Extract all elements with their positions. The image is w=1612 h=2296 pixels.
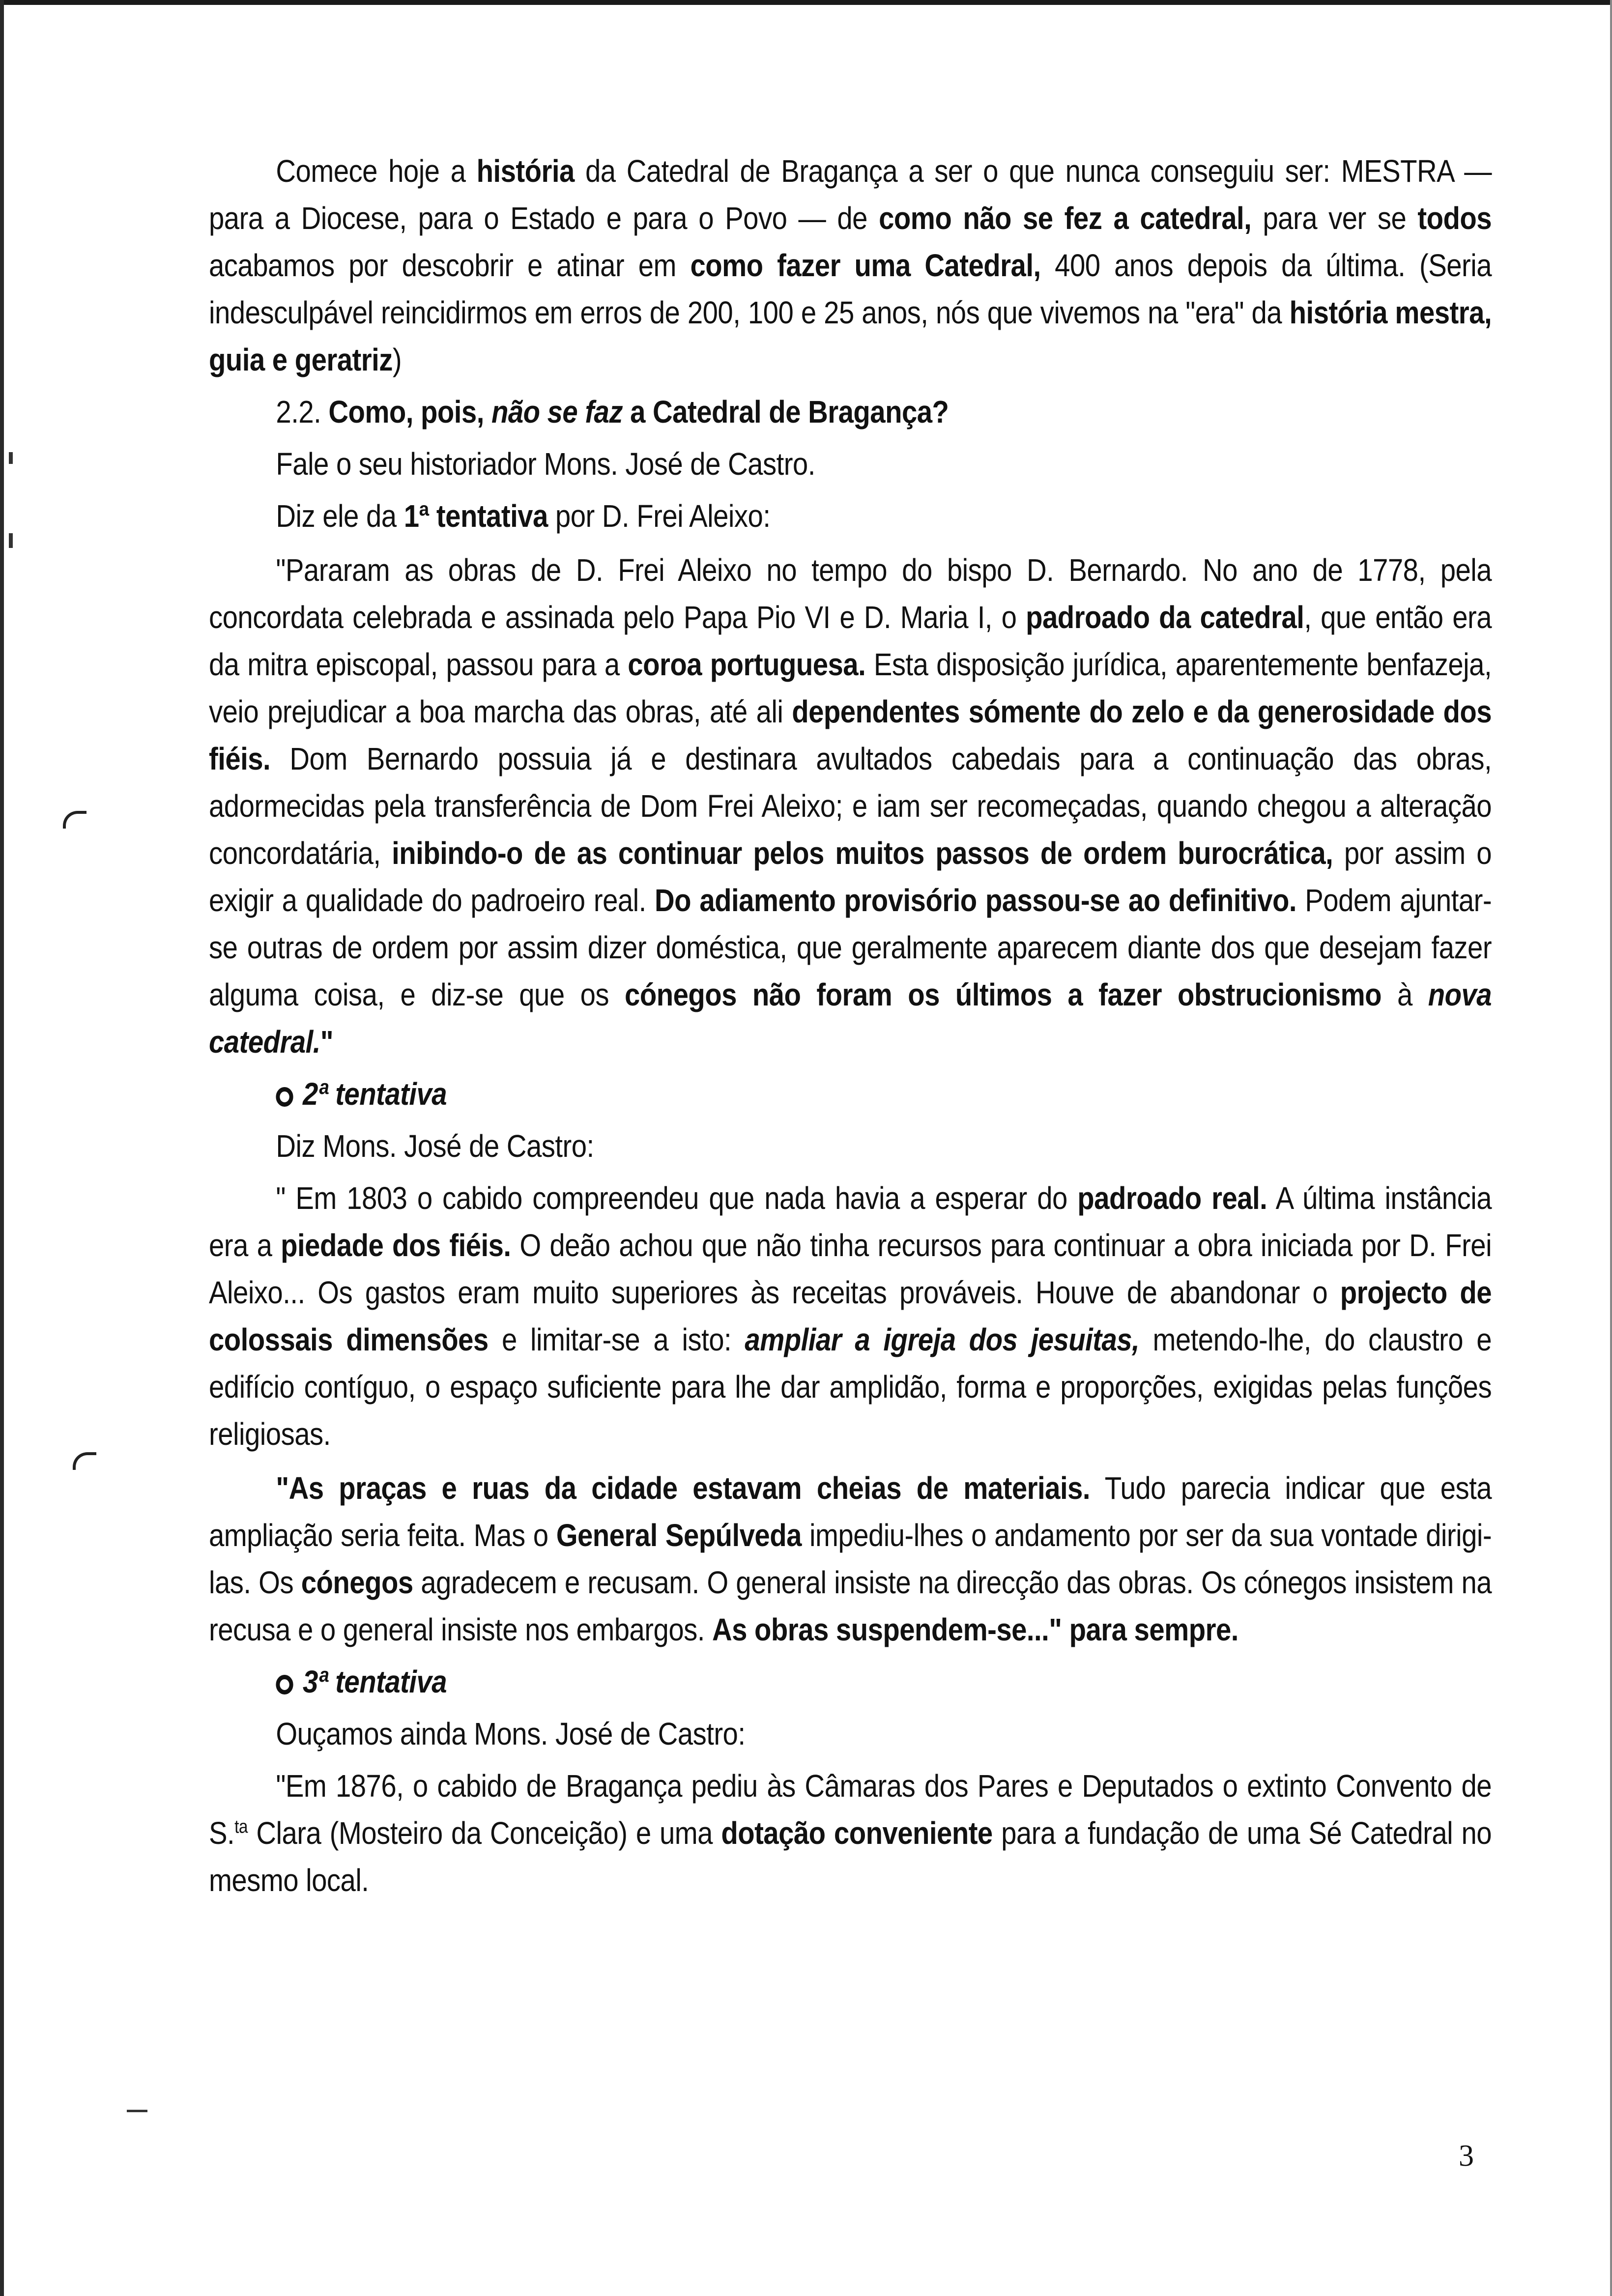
bold-run: cónegos [301, 1565, 413, 1600]
text-run: Dom Bernardo possuia já e destinara avultados cabedais para a continuação das obras, adormecidas pela transferência de Dom Frei Aleixo; e iam ser recomeçadas, quando chegou a alteração concordatária, [209, 741, 1492, 871]
text-run: A última instância era a [209, 1180, 1492, 1263]
paragraph-quote-2 [209, 1175, 1492, 1458]
bold-run: cónegos não foram os últimos a fazer obstrucionismo [625, 977, 1382, 1012]
subheading-third-attempt [209, 1658, 1492, 1705]
paragraph-first-attempt-intro [209, 492, 1492, 540]
paragraph-quote-1 [209, 546, 1492, 1065]
text-run: Clara (Mosteiro da Conceição) e uma [248, 1815, 721, 1851]
superscript-run: ta [234, 1816, 248, 1837]
bold-run: 1ª tentativa [403, 498, 548, 534]
scan-right-edge [1610, 0, 1612, 2296]
subheading-label: 2ª tentativa [302, 1076, 447, 1112]
bold-run: Como, pois, [328, 394, 491, 430]
paragraph-listen-castro: Ouçamos ainda Mons. José de Castro: [276, 1716, 746, 1751]
document-body [209, 147, 1492, 1904]
scan-top-edge [0, 0, 1612, 5]
bold-italic-run: ampliar a igreja dos jesuitas, [745, 1322, 1140, 1357]
bold-run: padroado da catedral [1026, 600, 1304, 635]
text-run: Esta disposição jurídica, aparentemente benfazeja, veio prejudicar a boa marcha das obras, até ali [209, 647, 1492, 729]
bold-run: todos [1417, 201, 1492, 236]
text-run: impediu-lhes o andamento por ser da sua vontade dirigi-las. Os [209, 1518, 1492, 1600]
section-heading-2-2 [209, 388, 1492, 435]
text-run: ) [392, 342, 402, 377]
text-run: Podem ajuntar-se outras de ordem por assim dizer doméstica, que geralmente aparecem diante dos que desejam fazer alguma coisa, e diz-se que os [209, 883, 1492, 1012]
text-run: agradecem e recusam. O general insiste na direcção das obras. Os cónegos insistem na recusa e o general insiste nos embargos. [209, 1565, 1492, 1647]
text-run: " Em 1803 o cabido compreendeu que nada havia a esperar do [276, 1180, 1078, 1216]
scan-mark-1 [63, 811, 86, 829]
circle-bullet-icon [276, 1087, 293, 1107]
text-run: Comece hoje a [276, 153, 477, 189]
paragraph-intro [209, 147, 1492, 383]
text-run: da Catedral de Bragança a ser o que nunca conseguiu ser: MESTRA — para a Diocese, para o Estado e para o Povo — de [209, 153, 1492, 236]
text-run: "Pararam as obras de D. Frei Aleixo no tempo do bispo D. Bernardo. No ano de 1778, pela concordata celebrada e assinada pelo Papa Pio VI e D. Maria I, o [209, 552, 1492, 635]
bold-run: como fazer uma Catedral, [690, 248, 1041, 283]
circle-bullet-icon [276, 1675, 293, 1694]
bold-run: projecto de colossais dimensões [209, 1275, 1492, 1357]
paragraph-castro-says: Diz Mons. José de Castro: [276, 1128, 594, 1164]
bold-run: a Catedral de Bragança? [622, 394, 949, 430]
scan-left-edge [0, 0, 4, 2296]
scan-mark-4 [9, 452, 13, 464]
paragraph-quote-3 [209, 1464, 1492, 1653]
text-run: metendo-lhe, do claustro e edifício contíguo, o espaço suficiente para lhe dar amplidão, forma e proporções, exigidas pelas funções religiosas. [209, 1322, 1492, 1452]
text-run: acabamos por descobrir e atinar em [209, 248, 691, 283]
bold-run: história mestra, guia e geratriz [209, 295, 1492, 377]
bold-run: como não se fez a catedral, [879, 201, 1252, 236]
bold-italic-run: nova catedral. [209, 977, 1492, 1060]
text-run: para ver se [1251, 201, 1418, 236]
bold-run: "As praças e ruas da cidade estavam cheias de materiais. [276, 1470, 1090, 1506]
text-run: , que então era da mitra episcopal, passou para a [209, 600, 1492, 682]
bold-run: Do adiamento provisório passou-se ao definitivo. [655, 883, 1297, 918]
text-run: 400 anos depois da última. (Seria indesculpável reincidirmos em erros de 200, 100 e 25 anos, nós que vivemos na "era" da [209, 248, 1492, 330]
paragraph-quote-4 [209, 1762, 1492, 1904]
subheading-second-attempt [209, 1070, 1492, 1118]
bold-run: piedade dos fiéis. [281, 1228, 511, 1263]
scan-mark-5 [9, 533, 13, 548]
page-number: 3 [1459, 2139, 1474, 2173]
bold-run: dotação conveniente [721, 1815, 993, 1851]
text-run: e limitar-se a isto: [488, 1322, 745, 1357]
bold-run: história [476, 153, 575, 189]
text-run: por D. Frei Aleixo: [547, 498, 771, 534]
paragraph-historian: Fale o seu historiador Mons. José de Castro. [276, 446, 815, 482]
text-run: à [1381, 977, 1428, 1012]
scan-mark-3 [127, 2110, 147, 2112]
text-run: O deão achou que não tinha recursos para continuar a obra iniciada por D. Frei Aleixo... Os gastos eram muito superiores às receitas prováveis. Houve de abandonar o [209, 1228, 1492, 1310]
bold-run: inibindo-o de as continuar pelos muitos passos de ordem burocrática, [392, 835, 1333, 871]
bold-run: As obras suspendem-se..." para sempre. [712, 1612, 1238, 1647]
bold-run: padroado real. [1077, 1180, 1267, 1216]
section-number: 2.2. [276, 394, 329, 430]
subheading-label: 3ª tentativa [302, 1664, 447, 1699]
text-run: para a fundação de uma Sé Catedral no mesmo local. [209, 1815, 1492, 1898]
bold-run: dependentes sómente do zelo e da generosidade dos fiéis. [209, 694, 1492, 776]
bold-italic-run: não se faz [491, 394, 623, 430]
text-run: por assim o exigir a qualidade do padroeiro real. [209, 835, 1492, 918]
text-run: "Em 1876, o cabido de Bragança pediu às Câmaras dos Pares e Deputados o extinto Convento de S. [209, 1768, 1492, 1851]
text-run: Tudo parecia indicar que esta ampliação seria feita. Mas o [209, 1470, 1492, 1553]
bold-run: General Sepúlveda [556, 1518, 802, 1553]
bold-run: coroa portuguesa. [628, 647, 866, 682]
scan-mark-2 [73, 1452, 96, 1470]
bold-run: " [320, 1024, 334, 1060]
text-run: Diz ele da [276, 498, 404, 534]
